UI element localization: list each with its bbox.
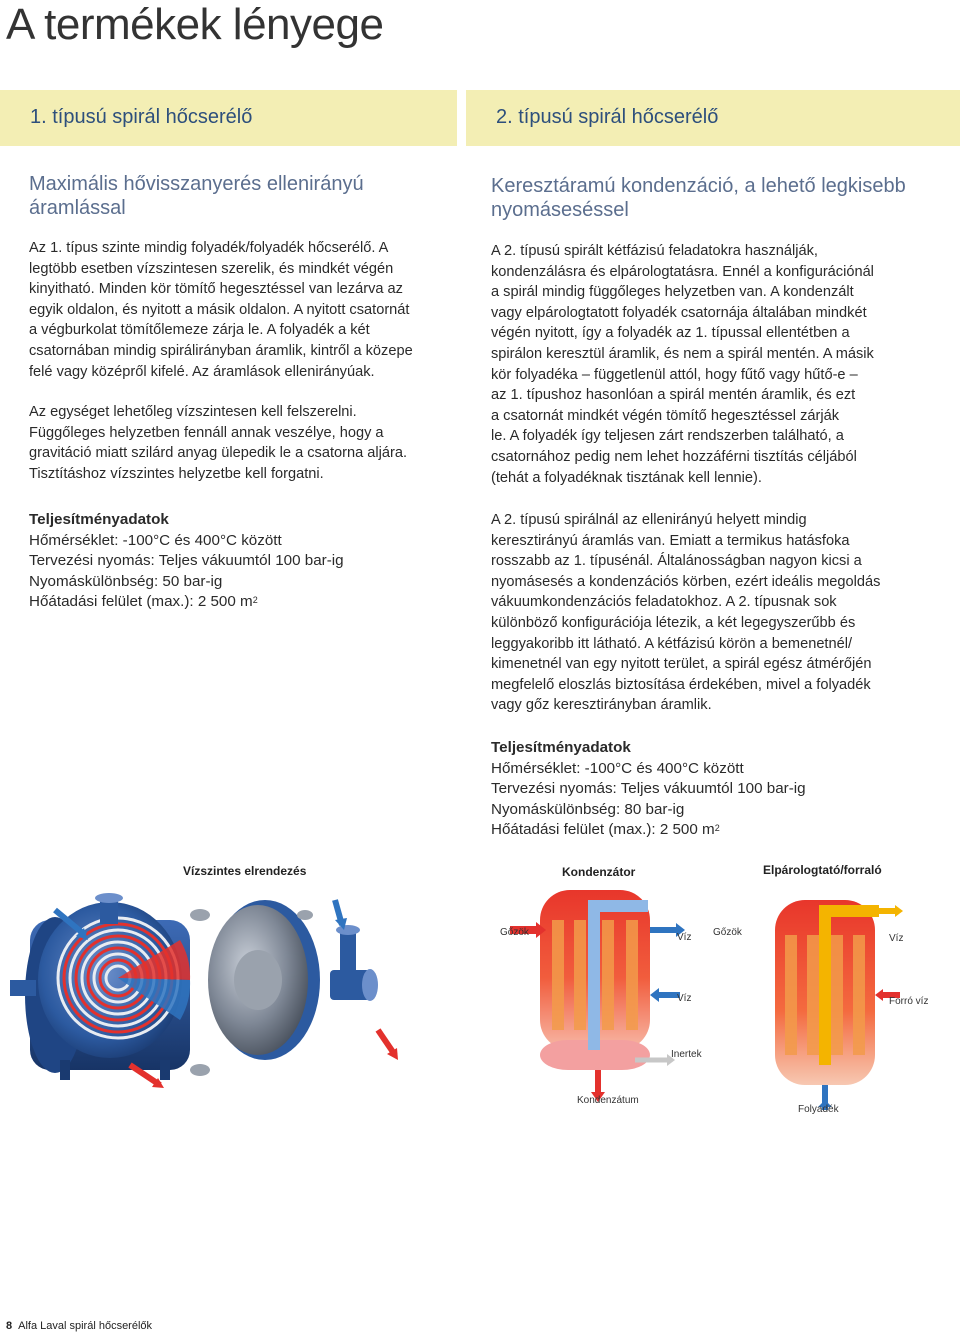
text-line: A 2. típusú spirált kétfázisú feladatokra használják, bbox=[491, 243, 818, 259]
condenser-label-steam: Gőzök bbox=[500, 927, 529, 938]
text-line: rosszabb az 1. típusénál. Általánosságban nagyon kicsi a bbox=[491, 553, 862, 570]
type2-subheading: Keresztáramú kondenzáció, a lehető legkisebb nyomáseséssel bbox=[491, 175, 906, 221]
text-line: kimenetnél van egy nyitott terület, a spirál egész átmérőjén bbox=[491, 656, 872, 673]
perf-area: Hőátadási felület (max.): 2 500 m bbox=[29, 593, 253, 611]
page-footer bbox=[6, 1320, 152, 1332]
text-line: vagy elpárologtatott folyadék csatornája általában mindkét bbox=[491, 304, 867, 321]
text-line: Az egységet lehetőleg vízszintesen kell felszerelni. bbox=[29, 404, 357, 420]
type2-performance bbox=[491, 738, 911, 841]
evaporator-caption: Elpárologtató/forraló bbox=[763, 863, 882, 877]
text-line: Függőleges helyzetben fennáll annak veszélye, hogy a bbox=[29, 424, 384, 441]
condenser-label-inert: Inertek bbox=[671, 1049, 702, 1060]
text-line: csatornához pedig nem lehet hozzáférni tisztítás céljából bbox=[491, 448, 857, 465]
text-line: egyik oldalon, és nyitott a másik oldalon. A nyitott csatornát bbox=[29, 301, 410, 318]
type1-performance bbox=[29, 510, 449, 613]
perf-temperature: Hőmérséklet: -100°C és 400°C között bbox=[491, 759, 744, 777]
shell-body bbox=[25, 902, 190, 1073]
text-line: a csatornát mindkét végén tömítő hegesztéssel zárják bbox=[491, 407, 839, 424]
text-line: Az 1. típus szinte mindig folyadék/folyadék hőcserélő. A bbox=[29, 240, 389, 256]
horizontal-layout-caption: Vízszintes elrendezés bbox=[183, 864, 307, 878]
horizontal-spiral-exchanger-illustration bbox=[0, 880, 460, 1090]
type1-header-band bbox=[0, 90, 457, 146]
evaporator-label-liquid: Folyadék bbox=[798, 1104, 839, 1115]
perf-pressure: Tervezési nyomás: Teljes vákuumtól 100 bar-ig bbox=[491, 780, 806, 798]
text-line: a végburkolat tömítőlemeze zárja le. A folyadék a két bbox=[29, 322, 370, 339]
text-line: végén nyitott, így a folyadék az 1. típussal ellentétben a bbox=[491, 325, 850, 342]
nozzle-piece bbox=[330, 925, 378, 1001]
text-line: kondenzálásra és elpárologtatásra. Ennél a konfigurációnál bbox=[491, 263, 874, 280]
text-line: A 2. típusú spirálnál az ellenirányú helyett mindig bbox=[491, 512, 807, 528]
text-line: gravitáció miatt szilárd anyag ülepedik le a csatorna aljára. bbox=[29, 445, 408, 462]
text-line: a spirál mindig függőleges helyzetben van. A kondenzált bbox=[491, 284, 854, 301]
text-line: kör folyadéka – függetlenül attól, hogy fűtő vagy hűtő-e – bbox=[491, 366, 858, 383]
condenser-label-water-in: Víz bbox=[677, 932, 692, 943]
footer-text: Alfa Laval spirál hőcserélők bbox=[18, 1320, 153, 1332]
text-line: különböző konfigurációja létezik, a két legegyszerűbb és bbox=[491, 614, 856, 631]
text-line: csatornában mindig spirálirányban áramlik, kintről a közepe bbox=[29, 342, 413, 359]
evaporator-label-water: Víz bbox=[889, 933, 904, 944]
perf-area: Hőátadási felület (max.): 2 500 m bbox=[491, 821, 715, 839]
perf-pressure-diff: Nyomáskülönbség: 80 bar-ig bbox=[491, 800, 685, 818]
condenser-caption: Kondenzátor bbox=[562, 865, 636, 879]
text-line: vagy gőz keresztirányban áramlik. bbox=[491, 697, 712, 714]
text-line: legtöbb esetben vízszintesen szerelik, és mindkét végén bbox=[29, 260, 394, 277]
type2-header-band bbox=[466, 90, 960, 146]
text-line: nyomásesés a kondenzációs körben, ezért ideális megoldás bbox=[491, 573, 881, 590]
text-line: leggyakoribb itt látható. A kétfázisú körön a bemenetnél/ bbox=[491, 635, 853, 652]
perf-pressure-diff: Nyomáskülönbség: 50 bar-ig bbox=[29, 572, 223, 590]
type1-subheading: Maximális hővisszanyerés ellenirányú áramlással bbox=[29, 173, 364, 219]
text-line: megfelelő eloszlás biztosítása érdekében, mivel a folyadék bbox=[491, 676, 871, 693]
text-line: kinyitható. Minden kör tömítő hegesztéssel van lezárva az bbox=[29, 281, 403, 298]
type2-paragraph-2 bbox=[491, 510, 931, 716]
text-line: le. A folyadék így teljesen zárt rendszerben található, a bbox=[491, 428, 844, 445]
end-cover bbox=[208, 900, 320, 1060]
perf-title: Teljesítményadatok bbox=[29, 511, 169, 528]
type2-paragraph-1 bbox=[491, 241, 931, 488]
text-line: keresztirányú áramlás van. Emiatt a termikus hatásfoka bbox=[491, 532, 850, 549]
type1-paragraph-2 bbox=[29, 402, 449, 484]
perf-area-sup: 2 bbox=[714, 823, 720, 834]
perf-area-sup: 2 bbox=[252, 595, 258, 606]
perf-temperature: Hőmérséklet: -100°C és 400°C között bbox=[29, 531, 282, 549]
type1-header: 1. típusú spirál hőcserélő bbox=[30, 106, 253, 128]
text-line: az 1. típushoz hasonlóan a spirál mentén áramlik, és ezt bbox=[491, 387, 856, 404]
text-line: spirálon keresztül áramlik, és nem a spirál mentén. A másik bbox=[491, 345, 874, 362]
text-line: felé vagy középről kifelé. Az áramlások ellenirányúak. bbox=[29, 363, 375, 380]
perf-pressure: Tervezési nyomás: Teljes vákuumtól 100 bar-ig bbox=[29, 552, 344, 570]
type2-header: 2. típusú spirál hőcserélő bbox=[496, 106, 719, 128]
condenser-illustration bbox=[480, 890, 725, 1120]
text-line: Tisztításhoz vízszintes helyzetbe kell forgatni. bbox=[29, 465, 324, 482]
text-line: vákuumkondenzációs feladatokhoz. A 2. típusnak sok bbox=[491, 594, 837, 611]
perf-title: Teljesítményadatok bbox=[491, 739, 631, 756]
condenser-label-water-out: Víz bbox=[677, 993, 692, 1004]
page-title: A termékek lényege bbox=[6, 0, 384, 49]
evaporator-label-hot-water: Forró víz bbox=[889, 996, 929, 1007]
text-line: (tehát a folyadéknak tisztának kell lennie). bbox=[491, 469, 762, 486]
page-number: 8 bbox=[6, 1320, 13, 1332]
evaporator-label-steam: Gőzök bbox=[713, 927, 742, 938]
condenser-label-condensate: Kondenzátum bbox=[577, 1095, 639, 1106]
type1-paragraph-1 bbox=[29, 238, 449, 382]
